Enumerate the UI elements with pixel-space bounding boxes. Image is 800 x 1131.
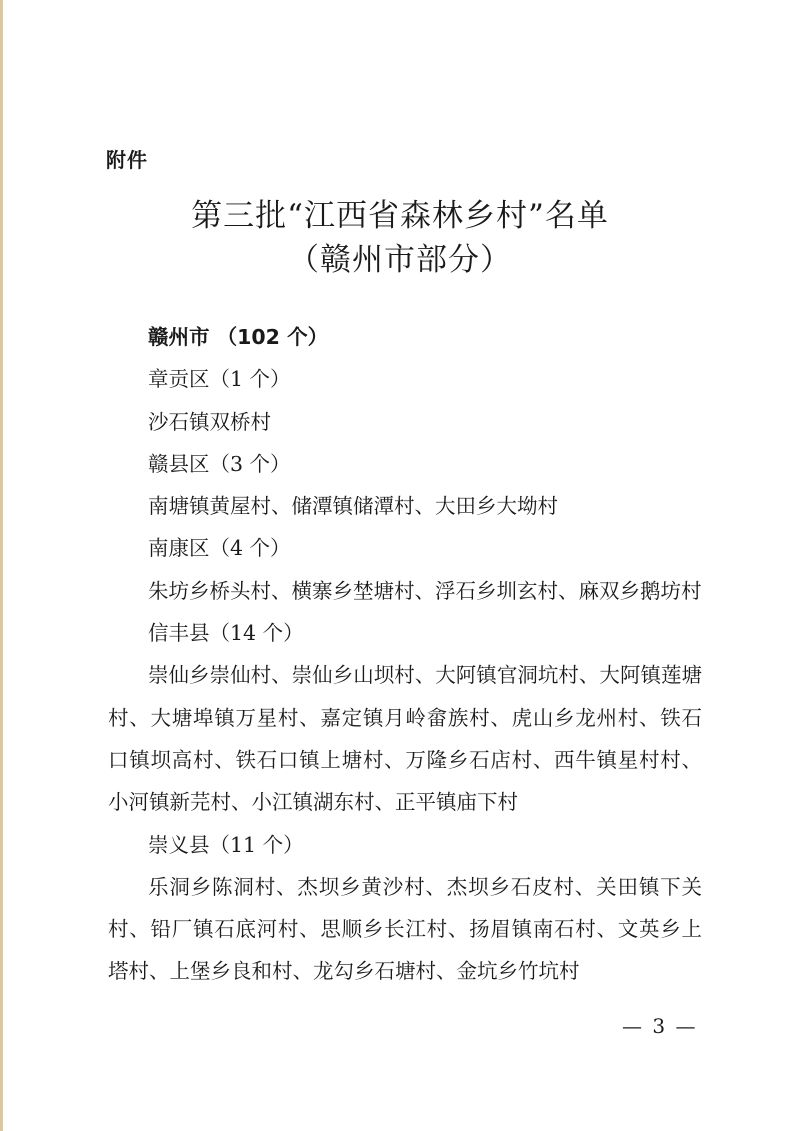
village-list-xinfeng: 崇仙乡崇仙村、崇仙乡山坝村、大阿镇官洞坑村、大阿镇莲塘村、大塘埠镇万星村、嘉定镇月岭畲族村、虎山乡龙州村、铁石口镇坝高村、铁石口镇上塘村、万隆乡石店村、西牛镇星村村、小河镇新芫村、小江镇湖东村、正平镇庙下村	[108, 663, 702, 815]
district-heading-nankang: 南康区（4 个）	[148, 536, 291, 561]
district-heading-ganxian: 赣县区（3 个）	[148, 451, 291, 476]
attachment-label: 附件	[106, 148, 148, 172]
village-list-nankang: 朱坊乡桥头村、横寨乡埜塘村、浮石乡圳玄村、麻双乡鹅坊村	[148, 578, 702, 603]
county-heading-xinfeng: 信丰县（14 个）	[148, 621, 304, 646]
document-body	[108, 316, 702, 993]
city-heading: 赣州市 （102 个）	[148, 325, 329, 349]
village-list-zhanggong: 沙石镇双桥村	[148, 409, 271, 434]
page-number: — 3 —	[622, 1014, 698, 1038]
village-list-ganxian: 南塘镇黄屋村、储潭镇储潭村、大田乡大坳村	[148, 494, 558, 519]
county-heading-chongyi: 崇义县（11 个）	[148, 832, 304, 857]
document-subtitle: （赣州市部分）	[288, 242, 512, 278]
village-list-chongyi: 乐洞乡陈洞村、杰坝乡黄沙村、杰坝乡石皮村、关田镇下关村、铅厂镇石底河村、思顺乡长江村、扬眉镇南石村、文英乡上塔村、上堡乡良和村、龙勾乡石塘村、金坑乡竹坑村	[108, 874, 702, 984]
page-edge-rule	[0, 0, 3, 1131]
document-title: 第三批“江西省森林乡村”名单	[191, 198, 609, 234]
district-heading-zhanggong: 章贡区（1 个）	[148, 367, 291, 392]
